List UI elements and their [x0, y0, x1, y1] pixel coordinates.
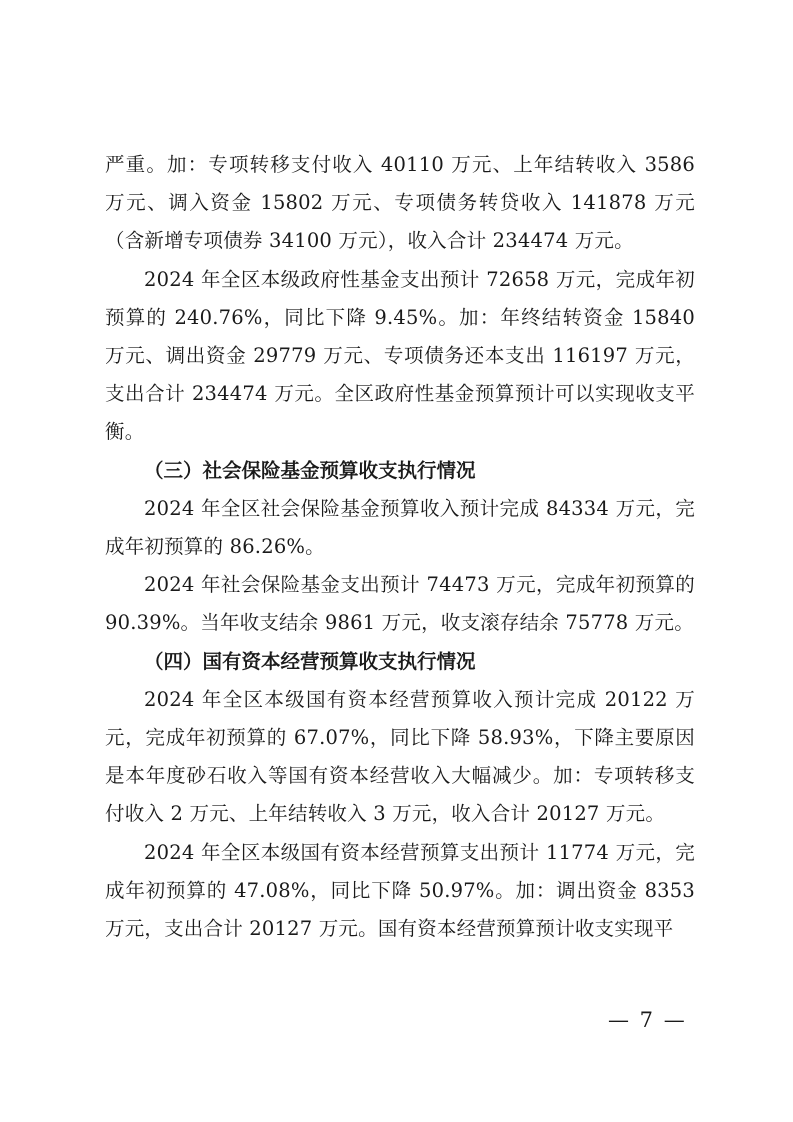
document-body: [105, 146, 695, 948]
section-heading-state-capital: （四）国有资本经营预算收支执行情况: [144, 649, 476, 673]
paragraph-social-insurance-expenditure: 2024 年社会保险基金支出预计 74473 万元，完成年初预算的 90.39%。当年收支结余 9861 万元，收支滚存结余 75778 万元。: [105, 573, 695, 635]
paragraph-fund-expenditure: 2024 年全区本级政府性基金支出预计 72658 万元，完成年初预算的 240.76%，同比下降 9.45%。加：年终结转资金 15840 万元、调出资金 29779 万元、专项债务还本支出 116197 万元，支出合计 234474 万元。全区政府性基金预算预计可以实现收支平衡。: [105, 267, 695, 444]
page-number: — 7 —: [608, 1008, 687, 1032]
paragraph-state-capital-revenue: 2024 年全区本级国有资本经营预算收入预计完成 20122 万元，完成年初预算的 67.07%，同比下降 58.93%，下降主要原因是本年度砂石收入等国有资本经营收入大幅减少。加：专项转移支付收入 2 万元、上年结转收入 3 万元，收入合计 20127 万元。: [105, 687, 695, 826]
paragraph-state-capital-expenditure: 2024 年全区本级国有资本经营预算支出预计 11774 万元，完成年初预算的 47.08%，同比下降 50.97%。加：调出资金 8353 万元，支出合计 20127 万元。国有资本经营预算预计收支实现平: [105, 840, 695, 941]
section-heading-social-insurance: （三）社会保险基金预算收支执行情况: [144, 458, 476, 482]
paragraph-social-insurance-revenue: 2024 年全区社会保险基金预算收入预计完成 84334 万元，完成年初预算的 86.26%。: [105, 496, 695, 559]
paragraph-fund-revenue-continued: 严重。加：专项转移支付收入 40110 万元、上年结转收入 3586 万元、调入资金 15802 万元、专项债务转贷收入 141878 万元（含新增专项债券 34100 万元），收入合计 234474 万元。: [105, 153, 695, 253]
